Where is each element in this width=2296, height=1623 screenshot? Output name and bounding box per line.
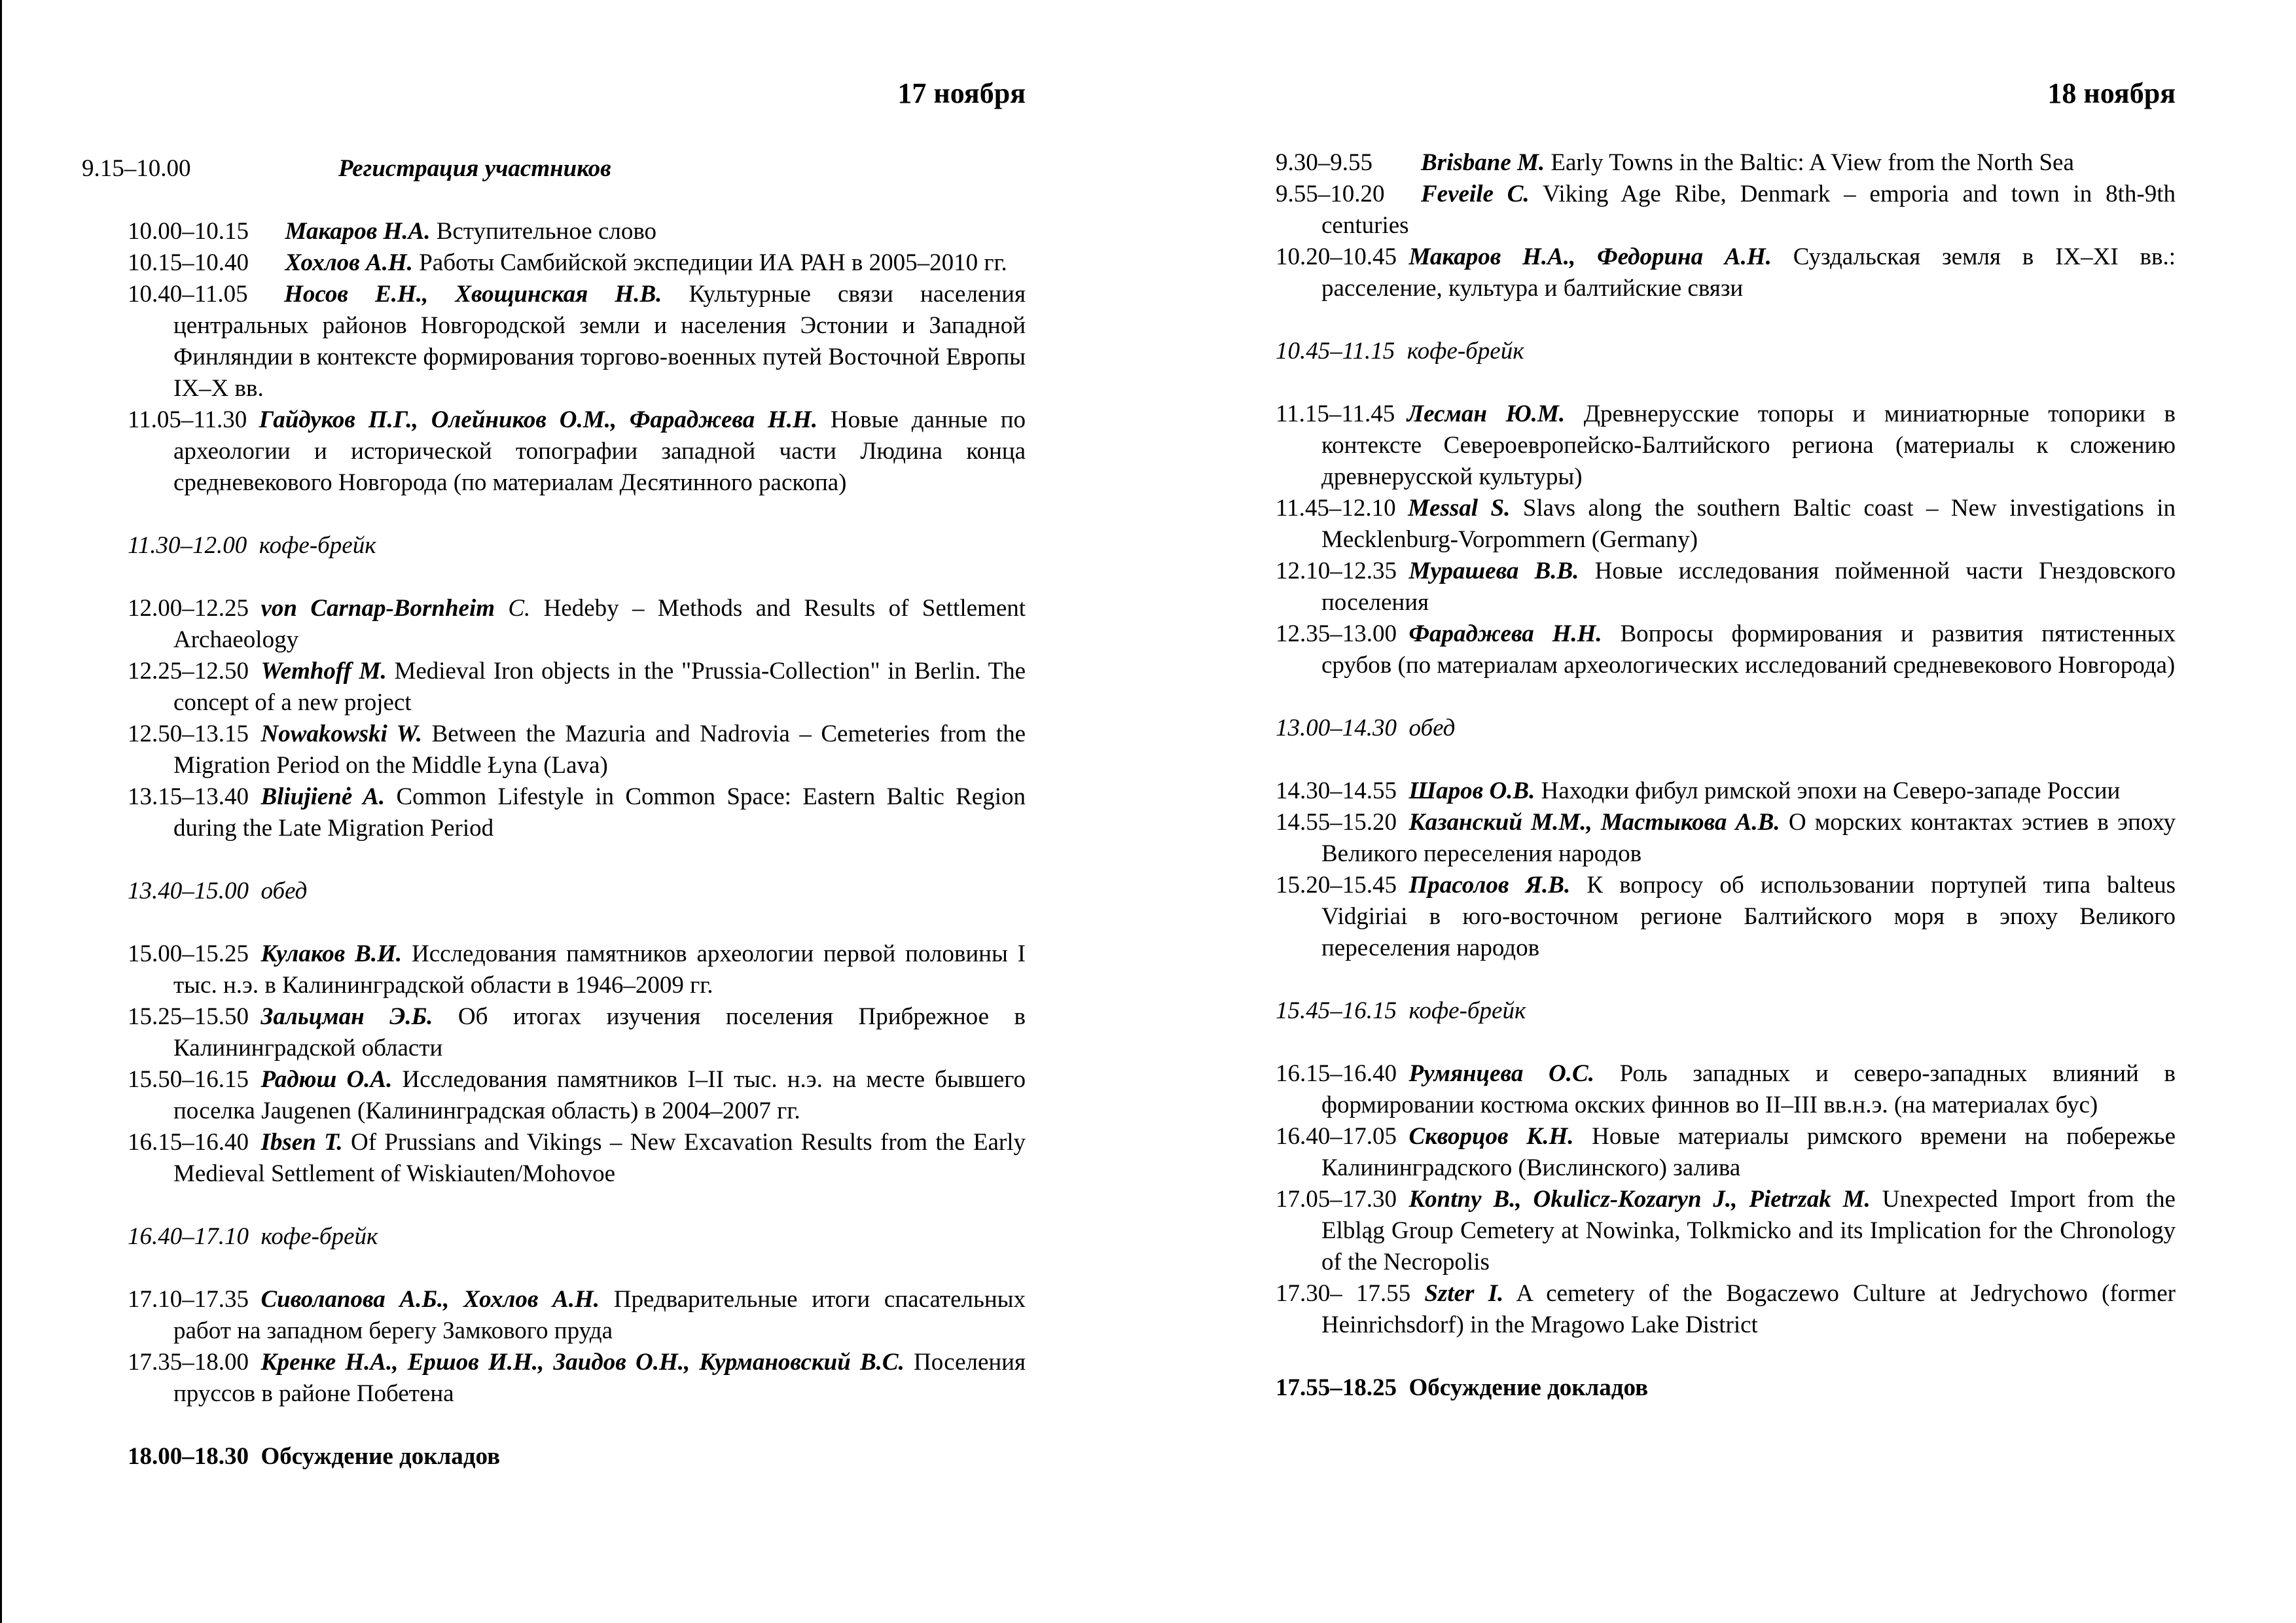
entry-time: 10.20–10.45 [1276,243,1397,270]
entry-time: 15.25–15.50 [128,1003,249,1030]
entry-authors: Румянцева О.С. [1408,1060,1594,1087]
entry-authors: Сиволапова А.Б., Хохлов А.Н. [260,1286,600,1313]
entry-title: Предварительные итоги спасательных работ на западном берегу Замкового пруда [173,1286,1026,1344]
entry-title: Исследования памятников I–II тыс. н.э. на месте бывшего поселка Jaugenen (Калининградская область) в 2004–2007 гг. [173,1066,1026,1124]
entry-authors: Brisbane M. [1421,149,1545,176]
schedule-entry-lunch [1276,713,2176,744]
entry-title: Работы Самбийской экспедиции ИА РАН в 2005–2010 гг. [419,249,1007,276]
entry-authors: Казанский М.М., Мастыкова А.В. [1408,809,1780,836]
entry-time: 17.55–18.25 [1276,1374,1397,1401]
entry-title: A cemetery of the Bogaczewo Culture at Jedrychowo (former Heinrichsdorf) in the Mragowo Lake District [1321,1280,2176,1338]
schedule-entry-talk [128,719,1026,781]
schedule-entry-coffee-break [1276,336,2176,367]
entry-time: 17.05–17.30 [1276,1186,1397,1213]
schedule-entry-talk [128,216,1026,247]
schedule-entry-talk [128,1347,1026,1410]
entry-time: 10.45–11.15 [1276,338,1395,365]
entry-title: Of Prussians and Vikings – New Excavation Results from the Early Medieval Settlement of Wiskiauten/Mohovoe [173,1129,1026,1187]
entry-authors: Кулаков В.И. [260,940,403,967]
schedule-entry-talk [1276,1058,2176,1121]
entry-title: Находки фибул римской эпохи на Северо-западе России [1541,777,2121,804]
entry-authors: Кренке Н.А., Ершов И.Н., Заидов О.Н., Курмановский В.С. [260,1349,905,1376]
entry-label: Регистрация участников [338,155,611,182]
schedule-entry-talk [1276,147,2176,179]
entry-title: Исследования памятников археологии первой половины I тыс. н.э. в Калининградской области в 1946–2009 гг. [173,940,1026,999]
entry-title: Древнерусские топоры и миниатюрные топорики в контексте Североевропейско-Балтийского региона (материалы к сложению древнерусской культуры) [1321,401,2176,490]
day-title: 18 ноября [2047,77,2176,109]
schedule-list [82,153,1026,1472]
entry-label: кофе-брейк [1408,997,1526,1024]
entry-time: 12.25–12.50 [128,658,249,685]
entry-time: 14.55–15.20 [1276,809,1397,836]
entry-time: 15.20–15.45 [1276,872,1397,899]
entry-authors: Макаров Н.А., Федорина А.Н. [1408,243,1772,270]
entry-authors: Лесман Ю.М. [1407,401,1566,427]
entry-authors: Гайдуков П.Г., Олейников О.М., Фараджева Н.Н. [259,406,818,433]
entry-authors: Зальцман Э.Б. [260,1003,433,1030]
schedule-entry-talk [128,1127,1026,1190]
entry-time: 11.45–12.10 [1276,495,1396,522]
entry-authors: Nowakowski W. [260,721,423,747]
entry-title: Medieval Iron objects in the "Prussia-Collection" in Berlin. The concept of a new project [173,658,1026,716]
schedule-entry-talk [128,404,1026,499]
entry-title: К вопросу об использовании портупей типа balteus Vidgiriai в юго-восточном регионе Балтийского моря в эпоху Великого переселения народов [1321,872,2176,961]
entry-time: 16.15–16.40 [128,1129,249,1156]
schedule-entry-talk [1276,399,2176,493]
entry-label: обед [260,878,308,904]
entry-title: Вступительное слово [436,218,657,245]
schedule-entry-talk [1276,807,2176,870]
entry-authors: von Carnap-Bornheim [260,595,495,622]
entry-time: 10.40–11.05 [128,281,248,308]
schedule-entry-talk [128,593,1026,656]
entry-title: Viking Age Ribe, Denmark – emporia and town in 8th-9th centuries [1321,181,2176,239]
schedule-entry-talk [1276,776,2176,807]
entry-authors: Шаров О.В. [1408,777,1535,804]
schedule-entry-talk [1276,493,2176,556]
schedule-entry-talk [1276,1278,2176,1341]
schedule-entry-talk [1276,556,2176,618]
entry-time: 12.00–12.25 [128,595,249,622]
entry-time: 17.30– 17.55 [1276,1280,1411,1307]
entry-time: 13.00–14.30 [1276,715,1397,741]
entry-authors: Макаров Н.А. [285,218,431,245]
entry-label: кофе-брейк [260,1223,378,1250]
entry-time: 15.50–16.15 [128,1066,249,1093]
schedule-entry-talk [1276,618,2176,681]
entry-title: Об итогах изучения поселения Прибрежное в Калининградской области [173,1003,1026,1061]
entry-title: Hedeby – Methods and Results of Settlement Archaeology [173,595,1026,653]
entry-title: Новые материалы римского времени на побережье Калининградского (Вислинского) залива [1321,1123,2176,1181]
page-left-edge [0,0,2,1623]
entry-title: Unexpected Import from the Elbląg Group Cemetery at Nowinka, Tolkmicko and its Implication for the Chronology of the Necropolis [1321,1186,2176,1275]
entry-authors: Kontny B., Okulicz-Kozaryn J., Pietrzak M. [1408,1186,1871,1213]
entry-time: 15.00–15.25 [128,940,249,967]
entry-title: Поселения пруссов в районе Побетена [173,1349,1026,1407]
entry-title: О морских контактах эстиев в эпоху Великого переселения народов [1321,809,2176,867]
entry-title: Новые исследования пойменной части Гнездовского поселения [1321,558,2176,616]
schedule-entry-talk [128,1001,1026,1064]
entry-authors: Szter I. [1424,1280,1504,1307]
entry-authors: Мурашева В.В. [1408,558,1579,584]
entry-authors: Ibsen T. [260,1129,343,1156]
schedule-entry-talk [128,279,1026,404]
entry-time: 9.55–10.20 [1276,181,1385,207]
entry-time: 11.30–12.00 [128,532,247,559]
schedule-entry-coffee-break [128,530,1026,562]
entry-title: Common Lifestyle in Common Space: Eastern Baltic Region during the Late Migration Period [173,783,1026,842]
entry-time: 17.10–17.35 [128,1286,249,1313]
schedule-entry-registration [82,153,1026,185]
entry-authors: Хохлов А.Н. [285,249,413,276]
entry-title: Вопросы формирования и развития пятистенных срубов (по материалам археологических исследований средневекового Новгорода) [1321,620,2176,679]
entry-time: 11.15–11.45 [1276,401,1395,427]
day-title: 17 ноября [897,77,1026,109]
schedule-entry-talk [128,938,1026,1001]
entry-label: Обсуждение докладов [260,1443,501,1470]
entry-title: Slavs along the southern Baltic coast – New investigations in Mecklenburg-Vorpommern (Germany) [1321,495,2176,553]
entry-time: 16.15–16.40 [1276,1060,1397,1087]
entry-authors: Feveile C. [1421,181,1530,207]
schedule-entry-talk [1276,870,2176,964]
entry-authors: Bliujienė A. [260,783,386,810]
entry-time: 14.30–14.55 [1276,777,1397,804]
entry-title: Роль западных и северо-западных влияний в формировании костюма окских финнов во II–III вв.н.э. (на материалах бус) [1321,1060,2176,1118]
entry-time: 18.00–18.30 [128,1443,249,1470]
schedule-entry-talk [128,1284,1026,1347]
entry-authors: Носов Е.Н., Хвощинская Н.В. [284,281,662,308]
schedule-entry-talk [1276,179,2176,241]
entry-authors: Фараджева Н.Н. [1408,620,1602,647]
entry-time: 15.45–16.15 [1276,997,1397,1024]
schedule-entry-talk [1276,1121,2176,1184]
schedule-entry-lunch [128,876,1026,907]
entry-time: 12.35–13.00 [1276,620,1397,647]
entry-time: 12.10–12.35 [1276,558,1397,584]
entry-authors: Прасолов Я.В. [1408,872,1571,899]
schedule-list [1276,147,2176,1404]
entry-authors: Радюш О.А. [260,1066,393,1093]
entry-label: кофе-брейк [1407,338,1524,365]
entry-time: 12.50–13.15 [128,721,249,747]
entry-time: 9.30–9.55 [1276,149,1372,176]
schedule-entry-talk [1276,1184,2176,1278]
entry-time: 13.15–13.40 [128,783,249,810]
entry-time: 17.35–18.00 [128,1349,249,1376]
schedule-entry-talk [128,1064,1026,1127]
entry-title: Новые данные по археологии и исторической топографии западной части Людина конца средневекового Новгорода (по материалам Десятинного раскопа) [173,406,1026,496]
entry-title: Early Towns in the Baltic: A View from the North Sea [1551,149,2074,176]
entry-authors: Wemhoff M. [260,658,387,685]
schedule-entry-coffee-break [1276,995,2176,1027]
schedule-entry-talk [128,656,1026,719]
entry-authors-initial: C. [508,595,531,622]
schedule-entry-talk [1276,241,2176,304]
entry-title: Культурные связи населения центральных районов Новгородской земли и населения Эстонии и Западной Финляндии в контексте формирования торгово-военных путей Восточной Европы IX–X вв. [173,281,1026,402]
schedule-entry-discussion [1276,1372,2176,1404]
entry-label: обед [1408,715,1456,741]
entry-label: кофе-брейк [259,532,376,559]
schedule-entry-coffee-break [128,1221,1026,1253]
entry-authors: Скворцов К.Н. [1408,1123,1574,1150]
entry-time: 9.15–10.00 [82,155,191,182]
entry-title: Суздальская земля в IX–XI вв.: расселение, культура и балтийские связи [1321,243,2176,302]
schedule-entry-discussion [128,1441,1026,1472]
entry-time: 10.00–10.15 [128,218,249,245]
entry-label: Обсуждение докладов [1408,1374,1649,1401]
entry-time: 16.40–17.10 [128,1223,249,1250]
entry-time: 10.15–10.40 [128,249,249,276]
schedule-entry-talk [128,247,1026,279]
entry-time: 16.40–17.05 [1276,1123,1397,1150]
entry-time: 13.40–15.00 [128,878,249,904]
schedule-entry-talk [128,781,1026,844]
entry-authors: Messal S. [1408,495,1511,522]
entry-time: 11.05–11.30 [128,406,247,433]
entry-title: Between the Mazuria and Nadrovia – Cemeteries from the Migration Period on the Middle Łyna (Lava) [173,721,1026,779]
